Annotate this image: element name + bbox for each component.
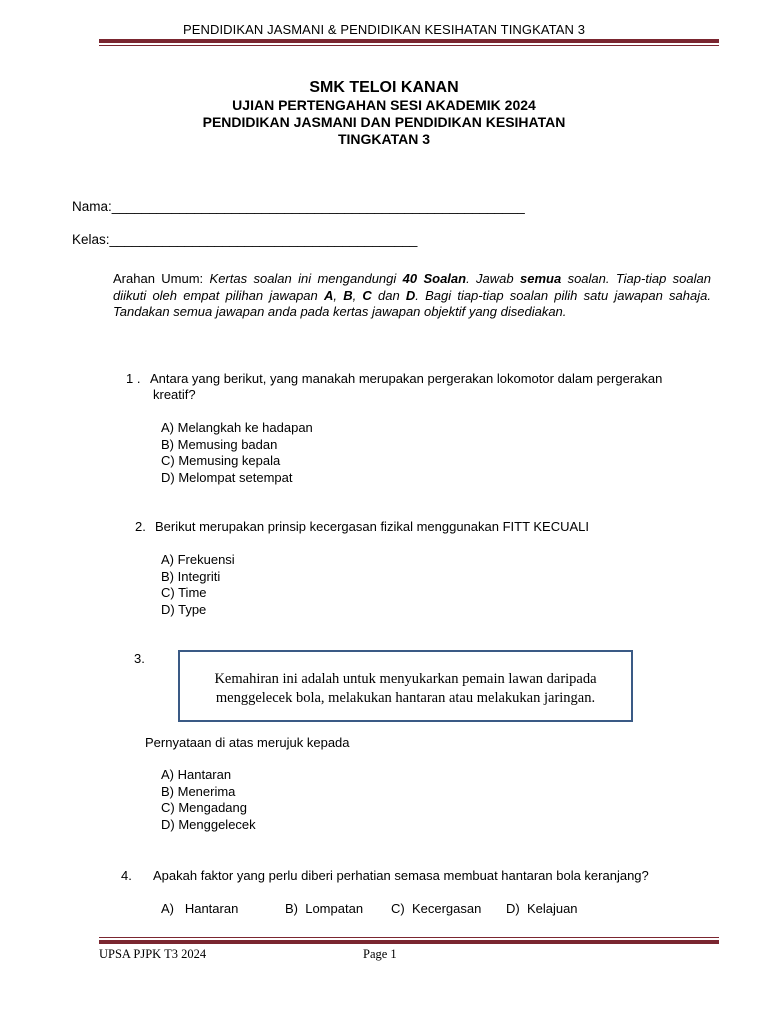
question-text: kreatif?: [153, 387, 196, 402]
form-level: TINGKATAN 3: [337, 131, 431, 147]
instr-text: ,: [333, 287, 337, 303]
option-c[interactable]: C) Memusing kepala: [161, 453, 281, 468]
instr-text: . Jawab: [466, 271, 514, 286]
question-number: 2.: [135, 519, 146, 534]
option-d[interactable]: D) Melompat setempat: [161, 469, 293, 485]
all-emphasis: semua: [520, 271, 562, 286]
instr-text: Kertas soalan ini mengandungi: [209, 271, 397, 286]
exam-title-block: [0, 78, 768, 148]
question-number: 3.: [134, 651, 145, 666]
school-name: SMK TELOI KANAN: [309, 79, 459, 96]
option-c[interactable]: C) Time: [161, 585, 207, 600]
question-number: 1 .: [126, 371, 141, 386]
question-stem: Pernyataan di atas merujuk kepada: [145, 735, 350, 750]
choice-c: C: [362, 287, 372, 303]
question-text: Apakah faktor yang perlu diberi perhatian semasa membuat hantaran bola keranjang?: [153, 868, 649, 883]
options-list: [161, 767, 256, 833]
statement-line: menggelecek bola, melakukan hantaran atau melakukan jaringan.: [215, 690, 596, 706]
options-list: [161, 420, 313, 486]
option-a[interactable]: A) Melangkah ke hadapan: [161, 420, 313, 435]
option-b[interactable]: B) Integriti: [161, 568, 221, 584]
statement-box: [178, 650, 633, 722]
choice-d: D: [405, 287, 416, 303]
general-instructions: [113, 271, 711, 321]
class-field[interactable]: Kelas:_________________________________________: [72, 232, 418, 247]
running-header: PENDIDIKAN JASMANI & PENDIDIKAN KESIHATAN TINGKATAN 3: [182, 22, 586, 37]
option-d[interactable]: D) Menggelecek: [161, 816, 256, 832]
choice-b: B: [343, 287, 353, 303]
option-b[interactable]: B) Menerima: [161, 783, 236, 799]
option-a[interactable]: A) Hantaran: [161, 767, 232, 782]
exam-name: UJIAN PERTENGAHAN SESI AKADEMIK 2024: [232, 97, 536, 113]
question-number: 4.: [121, 868, 132, 883]
footer-rule-thin: [99, 937, 719, 938]
question-text: Antara yang berikut, yang manakah merupakan pergerakan lokomotor dalam pergerakan: [150, 371, 663, 386]
question-count: 40 Soalan: [402, 271, 467, 286]
statement-line: Kemahiran ini adalah untuk menyukarkan pemain lawan daripada: [214, 671, 597, 687]
option-a[interactable]: A) Frekuensi: [161, 552, 235, 567]
instr-text: dan: [378, 287, 400, 303]
subject-name: PENDIDIKAN JASMANI DAN PENDIDIKAN KESIHATAN: [202, 114, 566, 130]
instr-text: ,: [352, 287, 357, 303]
name-field[interactable]: Nama:_______________________________________________________: [72, 199, 525, 214]
page-number: Page 1: [363, 947, 397, 961]
footer-rule-thick: [99, 940, 719, 944]
options-list: [161, 552, 235, 618]
instructions-label: Arahan Umum:: [113, 271, 204, 286]
option-b[interactable]: B) Lompatan: [285, 901, 364, 916]
option-d[interactable]: D) Type: [161, 601, 207, 617]
instr-text: soalan. Tiap-tiap soalan diikuti oleh empat pilihan jawapan: [113, 271, 711, 303]
option-c[interactable]: C) Mengadang: [161, 800, 247, 815]
option-d[interactable]: D) Kelajuan: [506, 901, 578, 916]
instr-text: . Bagi tiap-tiap soalan pilih satu jawapan sahaja. Tandakan semua jawapan anda pada kertas jawapan objektif yang disediakan.: [113, 287, 711, 319]
option-a[interactable]: A) Hantaran: [161, 901, 239, 916]
option-b[interactable]: B) Memusing badan: [161, 436, 278, 452]
header-rule-thick: [99, 39, 719, 43]
question-text: Berikut merupakan prinsip kecergasan fizikal menggunakan FITT KECUALI: [155, 519, 590, 534]
option-c[interactable]: C) Kecergasan: [391, 901, 482, 916]
footer-code: UPSA PJPK T3 2024: [99, 947, 207, 961]
header-rule-thin: [99, 45, 719, 46]
choice-a: A: [323, 287, 334, 303]
